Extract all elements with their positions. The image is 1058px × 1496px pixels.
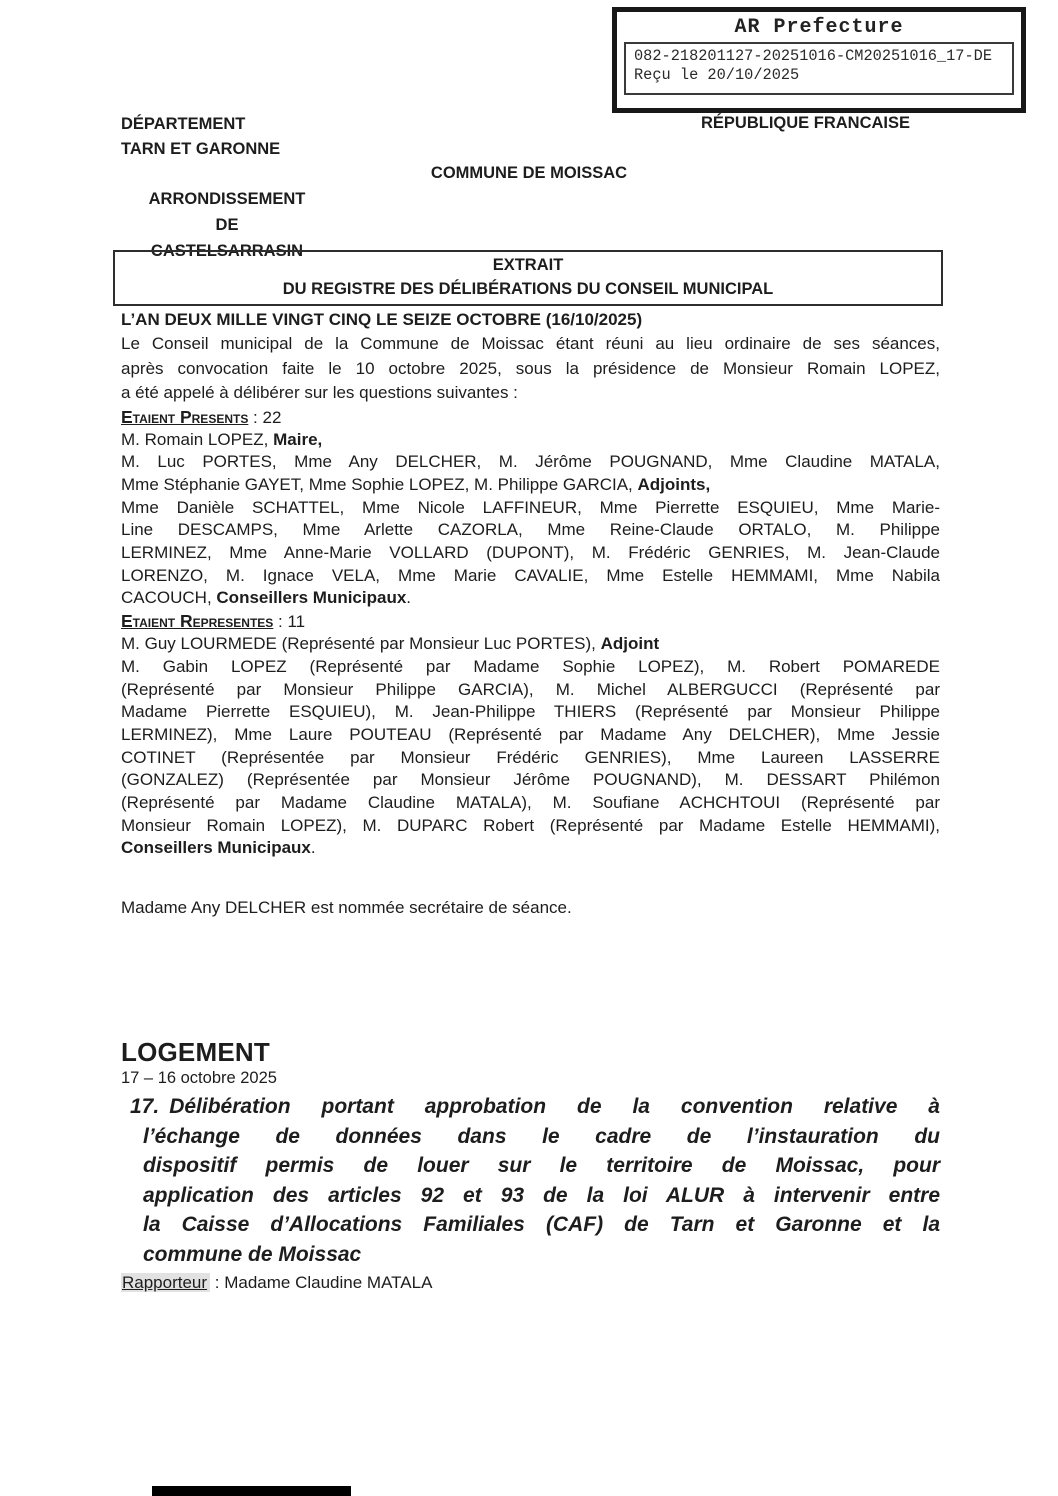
representes-count: : 11 bbox=[273, 612, 306, 632]
prefecture-stamp bbox=[612, 7, 1026, 113]
presents-label-line bbox=[121, 406, 940, 429]
attendee-line bbox=[121, 565, 940, 588]
attendee-text: LERMINEZ, Mme Anne-Marie VOLLARD (DUPONT), M. Frédéric GENRIES, M. Jean-Claude bbox=[121, 543, 940, 563]
proxy-line bbox=[121, 769, 940, 792]
deliberation-title bbox=[121, 1092, 940, 1269]
deliberation-number: 17. bbox=[130, 1095, 160, 1118]
deliberation-title-line: l’échange de données dans le cadre de l’instauration du bbox=[143, 1124, 940, 1148]
deliberation-title-line: commune de Moissac bbox=[143, 1242, 362, 1266]
presents-count: : 22 bbox=[248, 407, 282, 427]
proxy-text: (Représenté par Monsieur Philippe GARCIA), M. Michel ALBERGUCCI (Représenté par bbox=[121, 679, 940, 699]
stamp-reference: 082-218201127-20251016-CM20251016_17-DE bbox=[634, 47, 993, 65]
arrondissement-line: ARRONDISSEMENT bbox=[148, 190, 306, 208]
extrait-line2: DU REGISTRE DES DÉLIBÉRATIONS DU CONSEIL MUNICIPAL bbox=[282, 279, 774, 298]
attendee-line bbox=[121, 542, 940, 565]
extrait-title-box bbox=[113, 250, 943, 306]
deliberation-title-line: dispositif permis de louer sur le territoire de Moissac, pour bbox=[143, 1154, 940, 1177]
arrondissement-line: CASTELSARRASIN bbox=[150, 242, 304, 260]
intro-line: après convocation faite le 10 octobre 2025, sous la présidence de Monsieur Romain LOPEZ, bbox=[121, 358, 940, 378]
rapporteur-line bbox=[121, 1271, 940, 1295]
stamp-title: AR Prefecture bbox=[734, 16, 904, 39]
rapporteur-label: Rapporteur bbox=[121, 1273, 210, 1292]
deliberation-title-line bbox=[121, 1092, 940, 1122]
deliberation-title-line: la Caisse d’Allocations Familiales (CAF) de Tarn et Garonne et la bbox=[143, 1213, 940, 1236]
proxy-line bbox=[121, 815, 940, 838]
attendee-line bbox=[121, 474, 940, 497]
section-title: LOGEMENT bbox=[121, 1037, 270, 1067]
rapporteur-name: : Madame Claudine MATALA bbox=[210, 1273, 433, 1292]
proxy-text: M. Gabin LOPEZ (Représenté par Madame Sophie LOPEZ), M. Robert POMAREDE bbox=[121, 656, 940, 676]
proxy-text: Monsieur Romain LOPEZ), M. DUPARC Robert (Représenté par Madame Estelle HEMMAMI), bbox=[121, 815, 940, 835]
attendee-line bbox=[121, 519, 940, 542]
proxy-line bbox=[121, 837, 940, 860]
attendee-role: Adjoints, bbox=[637, 474, 711, 494]
extrait-line1: EXTRAIT bbox=[492, 256, 564, 274]
attendee-text: CACOUCH, bbox=[121, 588, 217, 608]
attendee-line bbox=[121, 451, 940, 474]
attendee-line bbox=[121, 497, 940, 520]
departement-block bbox=[121, 112, 280, 162]
section-subtitle: 17 – 16 octobre 2025 bbox=[121, 1069, 277, 1087]
attendee-text: . bbox=[406, 588, 412, 608]
proxy-line bbox=[121, 792, 940, 815]
representes-label: Etaient Representes bbox=[121, 611, 274, 632]
proxy-text: LERMINEZ), Mme Laure POUTEAU (Représenté par Madame Any DELCHER), Mme Jessie bbox=[121, 724, 940, 744]
proxy-line bbox=[121, 633, 940, 656]
attendee-role: Maire, bbox=[273, 429, 323, 449]
attendee-text: Line DESCAMPS, Mme Arlette CAZORLA, Mme Reine-Claude ORTALO, M. Philippe bbox=[121, 520, 940, 540]
proxy-line bbox=[121, 701, 940, 724]
attendee-text: Mme Danièle SCHATTEL, Mme Nicole LAFFINEUR, Mme Pierrette ESQUIEU, Mme Marie- bbox=[121, 497, 940, 517]
departement-name: TARN ET GARONNE bbox=[121, 140, 281, 158]
proxy-role: Conseillers Municipaux bbox=[121, 838, 311, 858]
stamp-inner-box bbox=[624, 42, 1014, 95]
session-date-line: L’AN DEUX MILLE VINGT CINQ LE SEIZE OCTOBRE (16/10/2025) bbox=[121, 310, 643, 329]
attendee-text: M. Romain LOPEZ, bbox=[121, 429, 274, 449]
proxy-line bbox=[121, 656, 940, 679]
arrondissement-line: DE bbox=[215, 216, 239, 234]
attendee-text: M. Luc PORTES, Mme Any DELCHER, M. Jérôme POUGNAND, Mme Claudine MATALA, bbox=[121, 452, 940, 472]
stamp-received-date: Reçu le 20/10/2025 bbox=[634, 66, 800, 84]
proxy-line bbox=[121, 747, 940, 770]
deliberation-body bbox=[121, 250, 940, 860]
secretary-line: Madame Any DELCHER est nommée secrétaire de séance. bbox=[121, 898, 572, 917]
proxy-role: Adjoint bbox=[600, 634, 660, 654]
presents-label: Etaient Presents bbox=[121, 406, 249, 427]
attendee-line bbox=[121, 587, 940, 610]
proxy-text: (GONZALEZ) (Représentée par Monsieur Jérôme POUGNAND), M. DESSART Philémon bbox=[121, 770, 940, 790]
proxy-text: (Représenté par Madame Claudine MATALA), M. Soufiane ACHCHTOUI (Représenté par bbox=[121, 793, 940, 813]
proxy-line bbox=[121, 724, 940, 747]
intro-line: a été appelé à délibérer sur les questions suivantes : bbox=[121, 383, 518, 402]
representes-label-line bbox=[121, 610, 940, 633]
attendee-line bbox=[121, 429, 940, 452]
attendee-text: LORENZO, M. Ignace VELA, Mme Marie CAVALIE, Mme Estelle HEMMAMI, Mme Nabila bbox=[121, 565, 940, 585]
departement-label: DÉPARTEMENT bbox=[121, 115, 246, 133]
proxy-text: . bbox=[310, 838, 316, 858]
scan-artifact-bar bbox=[152, 1486, 351, 1496]
republique-francaise: RÉPUBLIQUE FRANCAISE bbox=[700, 114, 910, 132]
proxy-text: Madame Pierrette ESQUIEU), M. Jean-Philippe THIERS (Représenté par Monsieur Philippe bbox=[121, 702, 940, 722]
proxy-text: M. Guy LOURMEDE (Représenté par Monsieur Luc PORTES), bbox=[121, 634, 601, 654]
intro-line: Le Conseil municipal de la Commune de Moissac étant réuni au lieu ordinaire de ses séances, bbox=[121, 334, 940, 353]
deliberation-title-line: application des articles 92 et 93 de la loi ALUR à intervenir entre bbox=[143, 1183, 940, 1207]
commune-title: COMMUNE DE MOISSAC bbox=[430, 164, 628, 182]
deliberation-title-text: Délibération portant approbation de la convention relative à bbox=[169, 1095, 940, 1118]
proxy-text: COTINET (Représentée par Monsieur Frédéric GENRIES), Mme Laureen LASSERRE bbox=[121, 747, 940, 767]
attendee-text: Mme Stéphanie GAYET, Mme Sophie LOPEZ, M. Philippe GARCIA, bbox=[121, 474, 638, 494]
proxy-line bbox=[121, 679, 940, 702]
logement-section bbox=[121, 1037, 940, 1295]
attendee-role: Conseillers Municipaux bbox=[216, 588, 407, 608]
